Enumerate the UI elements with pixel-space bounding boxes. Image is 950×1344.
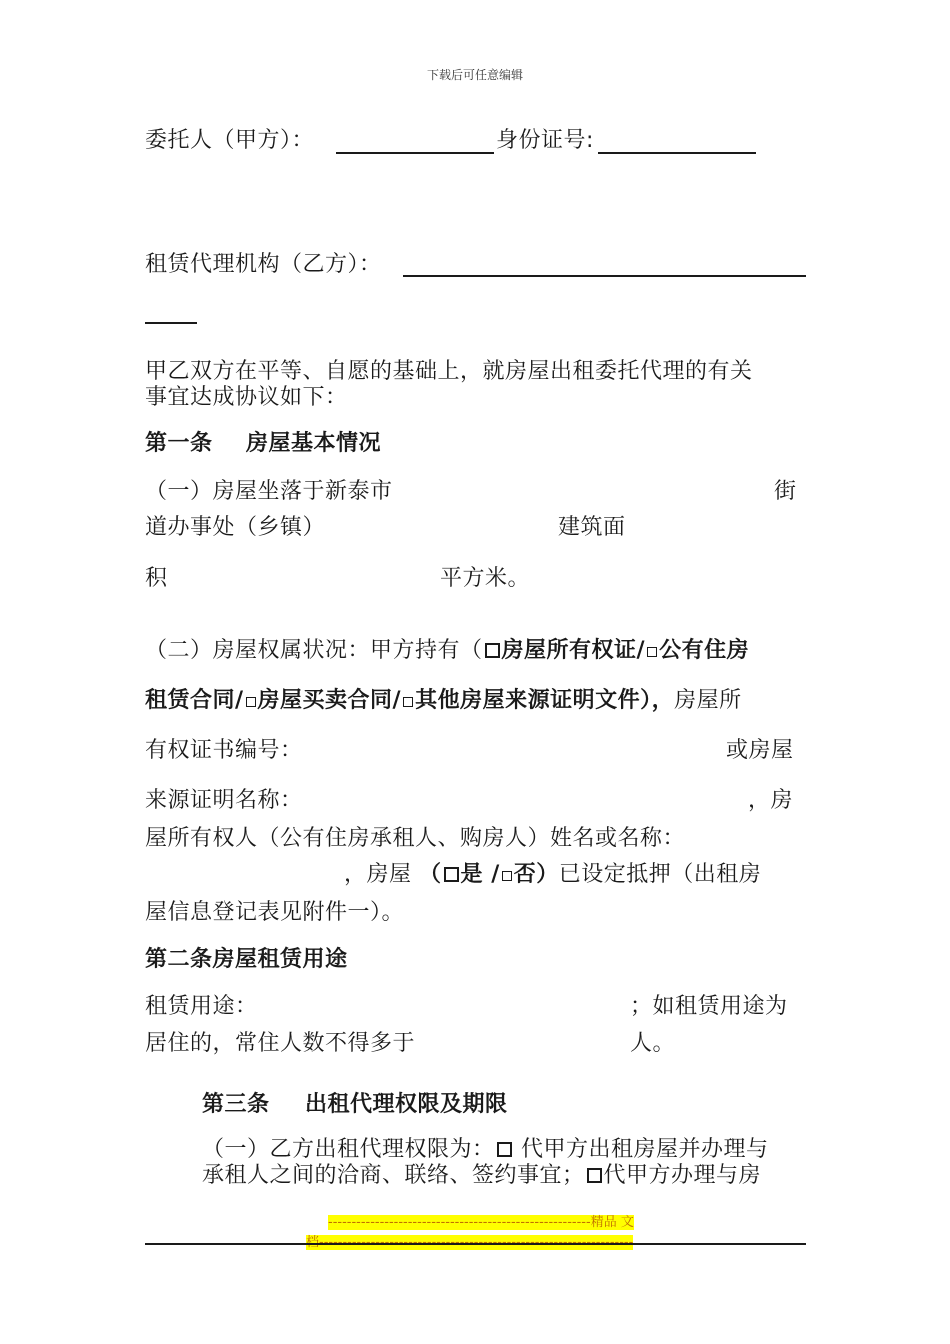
article-3-number: 第三条 [202,1092,270,1117]
ownership-line-2-tail: 房屋所 [674,688,742,713]
mortgage-line-2: 屋信息登记表见附件一）。 [145,900,405,925]
ownership-option-2: 公有住房 [659,638,750,663]
authority-other-text: 代甲方办理与房 [603,1163,762,1188]
ownership-option-2-cont: 租赁合同/ [145,688,244,713]
location-text: （一）房屋坐落于新泰市 [145,479,393,504]
article-3-title: 出租代理权限及期限 [305,1092,508,1117]
footer-watermark [306,1211,634,1251]
authority-negotiation-text: 承租人之间的洽商、联络、签约事宜； [202,1163,585,1188]
intro-line-1: 甲乙双方在平等、自愿的基础上，就房屋出租委托代理的有关 [145,359,753,384]
footer-rule [145,1243,806,1245]
residents-unit: 人。 [630,1031,676,1056]
cert-number-label: 有权证书编号： [145,738,303,763]
checkbox-ownership-cert[interactable] [485,643,500,658]
building-area-label-cont: 积 [145,566,168,591]
authority-lease-text: 代甲方出租房屋并办理与 [521,1137,769,1162]
page-header-note: 下载后可任意编辑 [426,68,523,82]
lease-use-note: ；如租赁用途为 [630,994,788,1019]
id-number-blank [598,152,756,154]
ownership-line-1 [145,638,749,664]
checkbox-other-proof[interactable] [403,697,413,707]
mortgage-status: 已设定抵押（出租房 [558,862,762,887]
authority-prefix: （一）乙方出租代理权限为： [202,1137,495,1162]
building-area-label: 建筑面 [558,515,626,540]
intro-line-2: 事宜达成协议如下： [145,385,348,410]
ownership-option-3: 房屋买卖合同/ [257,688,402,713]
authority-line-2 [202,1163,761,1189]
mortgage-prefix: ，房屋 [344,862,412,887]
ownership-option-1: 房屋所有权证/ [501,638,646,663]
party-b-name-blank [403,275,806,277]
mortgage-no-label: 否） [513,862,559,887]
checkbox-authority-lease[interactable] [497,1142,512,1157]
ownership-prefix: （二）房屋权属状况：甲方持有（ [145,638,483,663]
source-proof-label: 来源证明名称： [145,788,303,813]
source-proof-tail: ，房 [748,788,794,813]
checkbox-mortgage-yes[interactable] [444,867,459,882]
checkbox-public-housing[interactable] [647,647,657,657]
area-unit: 平方米。 [440,566,531,591]
location-street: 街 [774,479,797,504]
cert-or-text: 或房屋 [726,738,794,763]
owner-name-label: 屋所有权人（公有住房承租人、购房人）姓名或名称： [145,826,686,851]
article-2-title: 第二条房屋租赁用途 [145,947,348,972]
residents-label: 居住的，常住人数不得多于 [145,1031,416,1056]
party-a-label: 委托人（甲方）： [145,128,315,153]
location-office: 道办事处（乡镇） [145,515,326,540]
ownership-option-4: 其他房屋来源证明文件）， [415,688,675,713]
authority-line-1 [202,1137,769,1163]
checkbox-mortgage-no[interactable] [502,871,512,881]
lease-use-label: 租赁用途： [145,994,258,1019]
mortgage-yes-label: 是 / [460,862,500,887]
ownership-line-2 [145,688,742,714]
article-1-title: 房屋基本情况 [246,431,382,456]
footer-line-1: --------------------------------------------------------精品 文 [328,1215,634,1230]
checkbox-purchase-contract[interactable] [246,697,256,707]
party-b-label: 租赁代理机构（乙方）： [145,252,382,277]
party-a-name-blank [336,152,494,154]
id-number-label: 身份证号: [496,128,594,153]
article-1-number: 第一条 [145,431,213,456]
footer-line-2: 档------------------------------------------------------------------- [306,1235,634,1250]
party-b-name-blank-cont [145,322,197,324]
mortgage-line: ，房屋 （ 是 / 否）已设定抵押（出租房 [344,862,762,887]
checkbox-authority-other[interactable] [587,1168,602,1183]
